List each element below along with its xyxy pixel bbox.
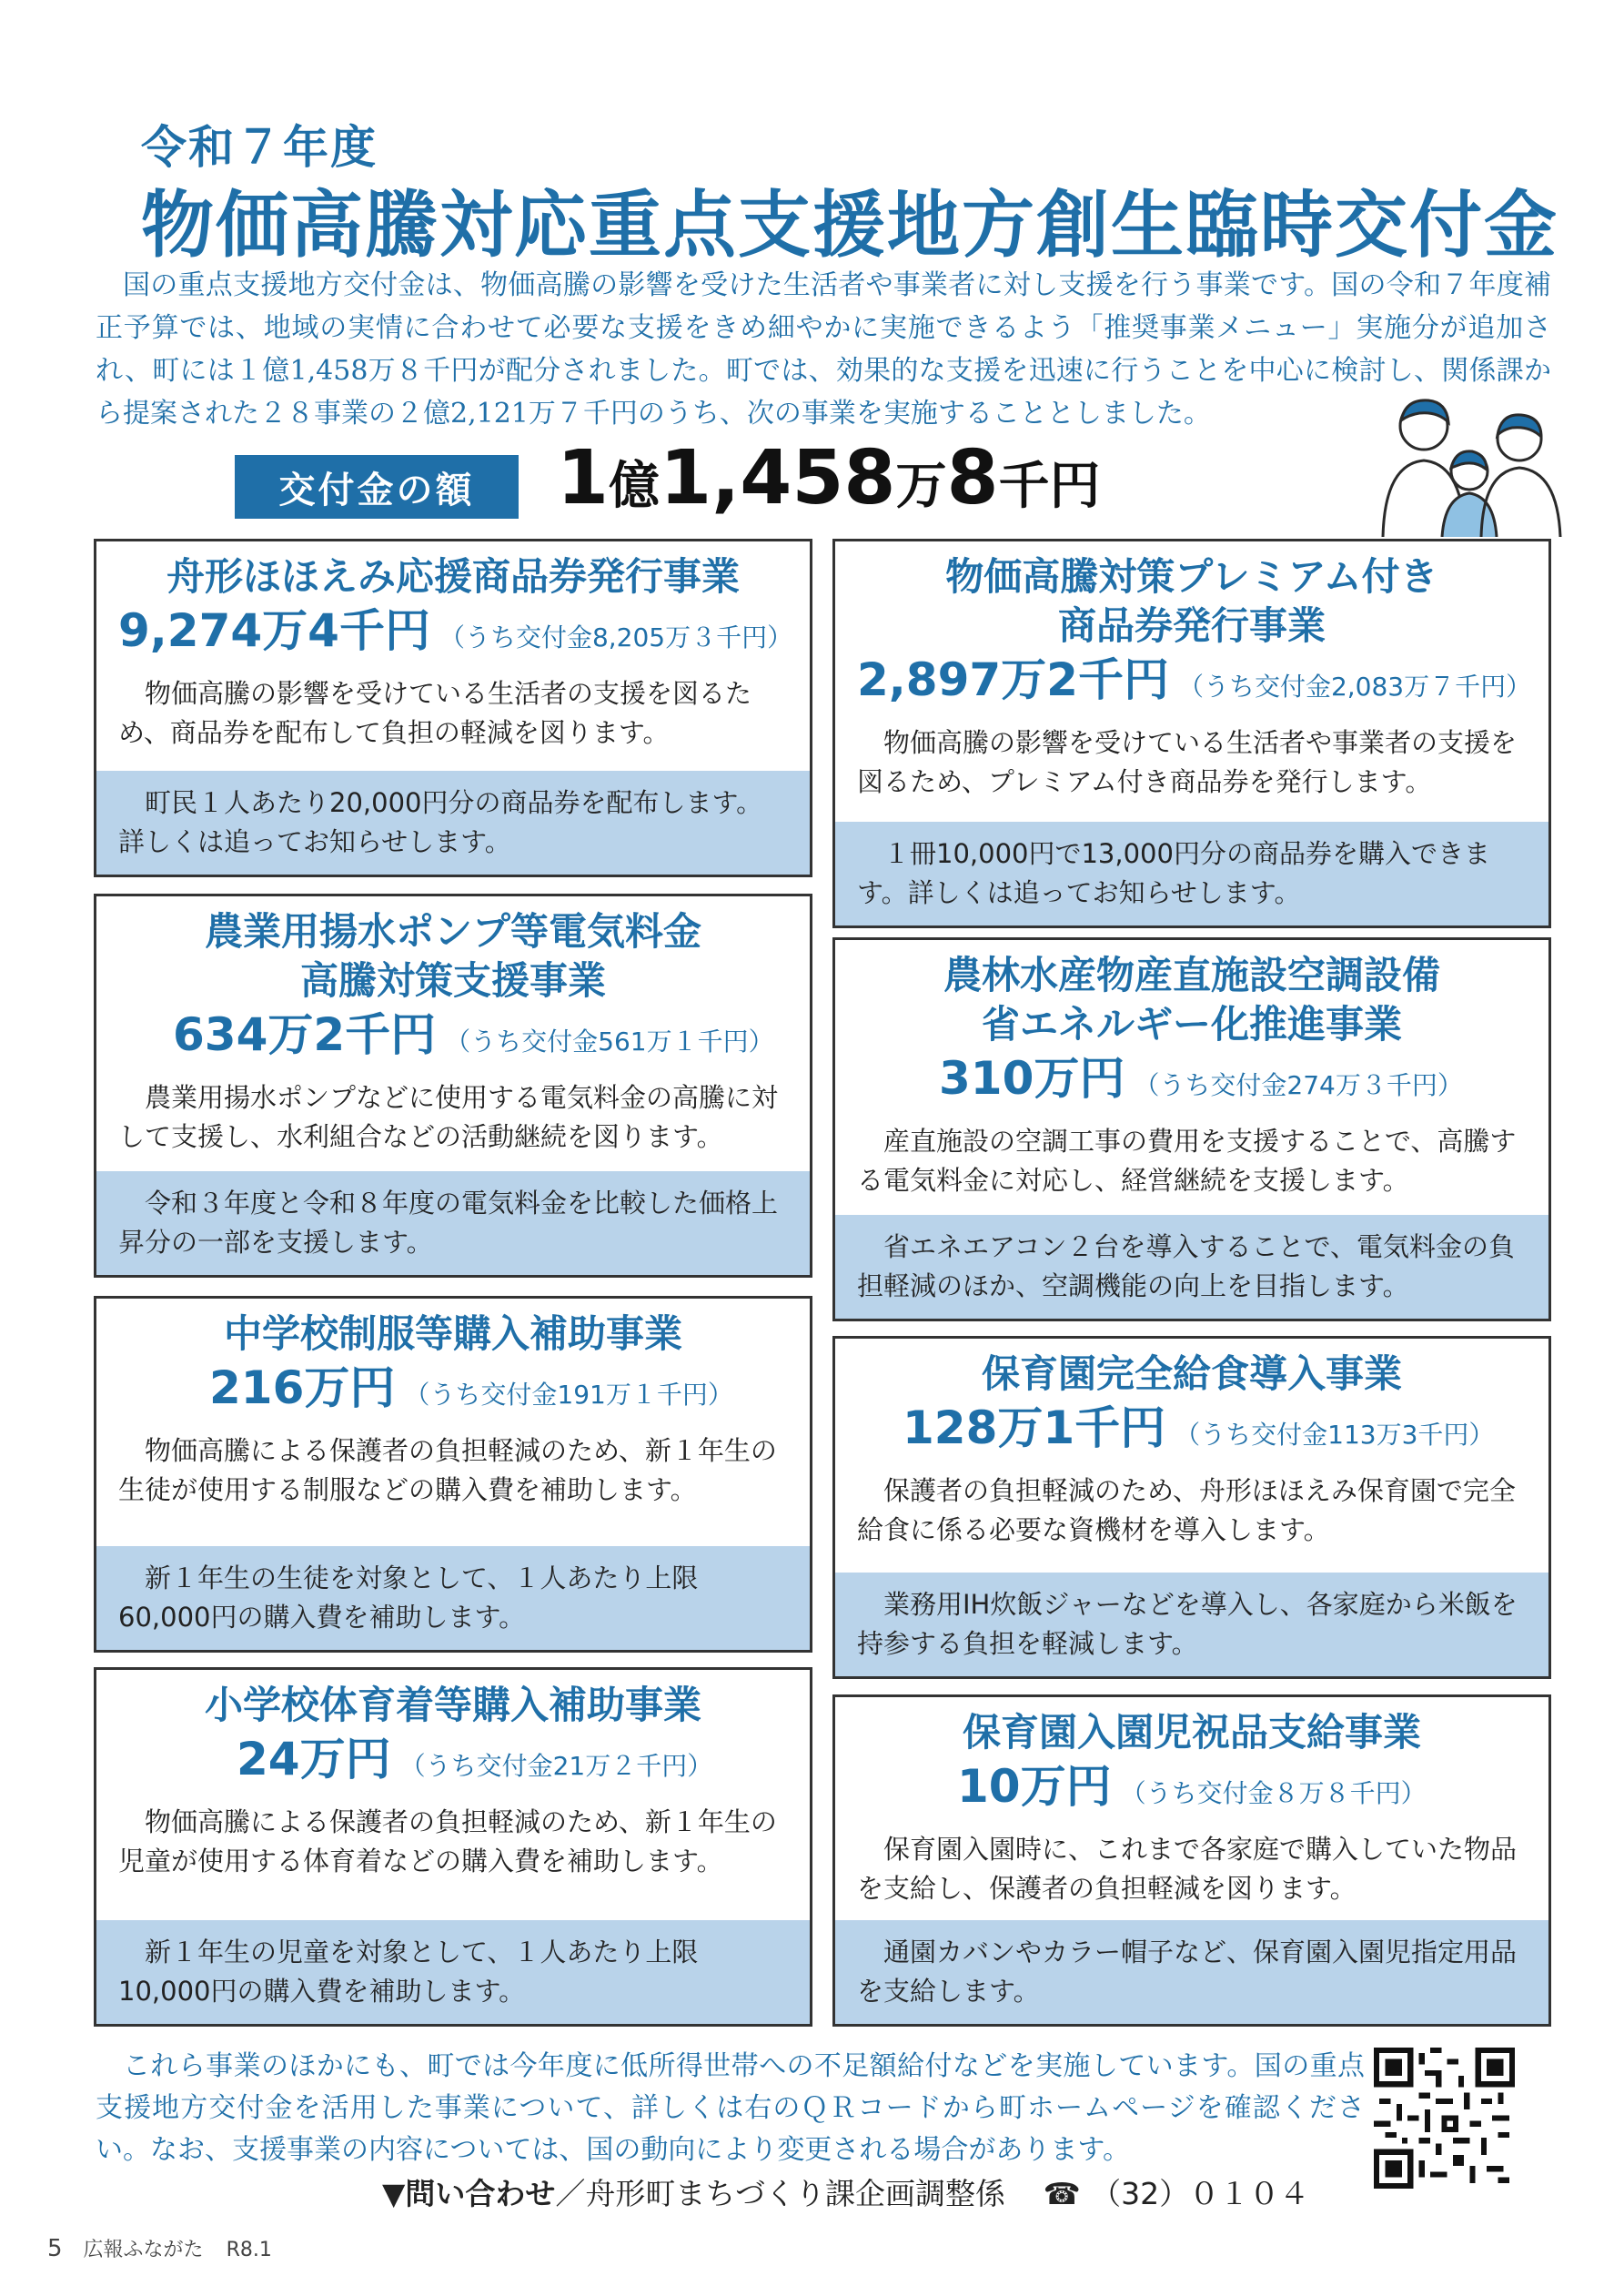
project-title: 農林水産物産直施設空調設備 省エネルギー化推進事業 bbox=[943, 953, 1440, 1047]
project-title: 舟形ほほえみ応援商品券発行事業 bbox=[166, 554, 740, 599]
project-title: 中学校制服等購入補助事業 bbox=[223, 1311, 682, 1356]
project-note: 新１年生の生徒を対象として、１人あたり上限60,000円の購入費を補助します。 bbox=[96, 1546, 810, 1650]
project-cost: 9,274万4千円 bbox=[118, 604, 430, 657]
project-cost: 216万円 bbox=[209, 1361, 396, 1414]
project-note: 新１年生の児童を対象として、１人あたり上限10,000円の購入費を補助します。 bbox=[96, 1920, 810, 2024]
project-subsidy: （うち交付金113万3千円） bbox=[1175, 1420, 1495, 1450]
contact-label: ▼問い合わせ bbox=[382, 2176, 556, 2211]
project-cost: 128万1千円 bbox=[903, 1401, 1166, 1454]
amount-part: 1,458 bbox=[660, 435, 896, 521]
amount-unit: 千円 bbox=[998, 457, 1101, 516]
project-amount bbox=[118, 1730, 788, 1799]
amount-part: 1 bbox=[557, 435, 610, 521]
family-illustration bbox=[1374, 391, 1565, 537]
project-title: 保育園入園児祝品支給事業 bbox=[962, 1710, 1421, 1755]
project-subsidy: （うち交付金21万２千円） bbox=[399, 1751, 713, 1781]
project-title: 小学校体育着等購入補助事業 bbox=[204, 1683, 701, 1727]
issue-label: R8.1 bbox=[226, 2239, 272, 2261]
project-subsidy: （うち交付金2,083万７千円） bbox=[1177, 672, 1532, 702]
outro-text: これら事業のほかにも、町では今年度に低所得世帯への不足額給付などを実施しています。国の重点支援地方交付金を活用した事業について、詳しくは右のＱＲコードから町ホームページを確認ください。なお、支援事業の内容については、国の動向により変更される場合があります。 bbox=[96, 2050, 1365, 2166]
project-title: 保育園完全給食導入事業 bbox=[981, 1351, 1402, 1396]
project-subsidy: （うち交付金191万１千円） bbox=[404, 1380, 733, 1410]
page-number: 5 bbox=[47, 2235, 63, 2262]
grant-amount-label: 交付金の額 bbox=[235, 455, 519, 519]
project-note: 町民１人あたり20,000円分の商品券を配布します。詳しくは追ってお知らせします。 bbox=[96, 771, 810, 875]
project-amount bbox=[118, 602, 793, 671]
project-description: 保護者の負担軽減のため、舟形ほほえみ保育園で完全給食に係る必要な資機材を導入します。 bbox=[857, 1475, 1516, 1545]
project-card bbox=[94, 894, 812, 1278]
page-title: 物価高騰対応重点支援地方創生臨時交付金 bbox=[141, 183, 1558, 268]
project-title: 物価高騰対策プレミアム付き 商品券発行事業 bbox=[945, 554, 1438, 648]
project-description: 物価高騰の影響を受けている生活者や事業者の支援を図るため、プレミアム付き商品券を発行します。 bbox=[857, 727, 1518, 797]
page-footer bbox=[47, 2234, 272, 2262]
project-note: 通園カバンやカラー帽子など、保育園入園児指定用品を支給します。 bbox=[835, 1920, 1548, 2024]
contact-info bbox=[382, 2170, 1309, 2213]
project-card bbox=[832, 1336, 1551, 1679]
project-cost: 10万円 bbox=[957, 1760, 1112, 1813]
project-note: 省エネエアコン２台を導入することで、電気料金の負担軽減のほか、空調機能の向上を目指します。 bbox=[835, 1215, 1548, 1319]
project-description: 物価高騰による保護者の負担軽減のため、新１年生の児童が使用する体育着などの購入費を補助します。 bbox=[118, 1806, 777, 1876]
project-description: 産直施設の空調工事の費用を支援することで、高騰する電気料金に対応し、経営継続を支援します。 bbox=[857, 1126, 1517, 1196]
project-cost: 24万円 bbox=[237, 1733, 391, 1785]
project-card bbox=[94, 1296, 812, 1653]
project-card bbox=[94, 539, 812, 877]
intro-text: 国の重点支援地方交付金は、物価高騰の影響を受けた生活者や事業者に対し支援を行う事業です。国の令和７年度補正予算では、地域の実情に合わせて必要な支援をきめ細やかに実施できるよう「推奨事業メニュー」実施分が追加され、町には１億1,458万８千円が配分されました。町では、効果的な支援を迅速に行うことを中心に検討し、関係課から提案された２８事業の２億2,121万７千円のうち、次の事業を実施することとしました。 bbox=[96, 269, 1551, 430]
qr-code-icon[interactable] bbox=[1374, 2048, 1515, 2189]
project-subsidy: （うち交付金8,205万３千円） bbox=[439, 622, 793, 652]
contact-phone: （32）０１０４ bbox=[1091, 2176, 1310, 2211]
project-cost: 2,897万2千円 bbox=[857, 653, 1169, 706]
project-card bbox=[832, 539, 1551, 928]
project-subsidy: （うち交付金561万１千円） bbox=[445, 1027, 774, 1057]
project-title: 農業用揚水ポンプ等電気料金 高騰対策支援事業 bbox=[204, 909, 701, 1003]
project-cost: 634万2千円 bbox=[173, 1008, 437, 1061]
project-description: 保育園入園時に、これまで各家庭で購入していた物品を支給し、保護者の負担軽減を図ります。 bbox=[857, 1834, 1518, 1904]
telephone-icon: ☎ bbox=[1043, 2176, 1081, 2211]
project-amount bbox=[118, 1359, 788, 1428]
amount-part: 8 bbox=[946, 435, 999, 521]
project-subsidy: （うち交付金８万８千円） bbox=[1120, 1778, 1427, 1808]
project-note: １冊10,000円で13,000円分の商品券を購入できます。詳しくは追ってお知らせします。 bbox=[835, 822, 1548, 925]
project-subsidy: （うち交付金274万３千円） bbox=[1134, 1070, 1463, 1100]
publication-name: 広報ふながた bbox=[83, 2239, 204, 2261]
year-label: 令和７年度 bbox=[141, 121, 378, 174]
project-card bbox=[832, 937, 1551, 1321]
project-cost: 310万円 bbox=[939, 1052, 1125, 1105]
project-card bbox=[94, 1667, 812, 2027]
project-amount bbox=[118, 1006, 788, 1075]
amount-unit: 万 bbox=[895, 457, 947, 516]
grant-amount-value bbox=[557, 435, 1101, 521]
project-amount bbox=[857, 1399, 1527, 1468]
project-note: 令和３年度と令和８年度の電気料金を比較した価格上昇分の一部を支援します。 bbox=[96, 1171, 810, 1275]
project-note: 業務用IH炊飯ジャーなどを導入し、各家庭から米飯を持参する負担を軽減します。 bbox=[835, 1573, 1548, 1676]
project-description: 物価高騰の影響を受けている生活者の支援を図るため、商品券を配布して負担の軽減を図ります。 bbox=[118, 678, 752, 748]
project-amount bbox=[857, 1049, 1527, 1118]
project-card bbox=[832, 1694, 1551, 2027]
project-description: 物価高騰による保護者の負担軽減のため、新１年生の生徒が使用する制服などの購入費を補助します。 bbox=[118, 1435, 777, 1505]
project-amount bbox=[857, 651, 1532, 720]
amount-unit: 億 bbox=[609, 457, 661, 516]
contact-department: ／舟形町まちづくり課企画調整係 bbox=[555, 2176, 1006, 2211]
project-description: 農業用揚水ポンプなどに使用する電気料金の高騰に対して支援し、水利組合などの活動継続を図ります。 bbox=[118, 1082, 779, 1152]
project-amount bbox=[857, 1757, 1527, 1826]
